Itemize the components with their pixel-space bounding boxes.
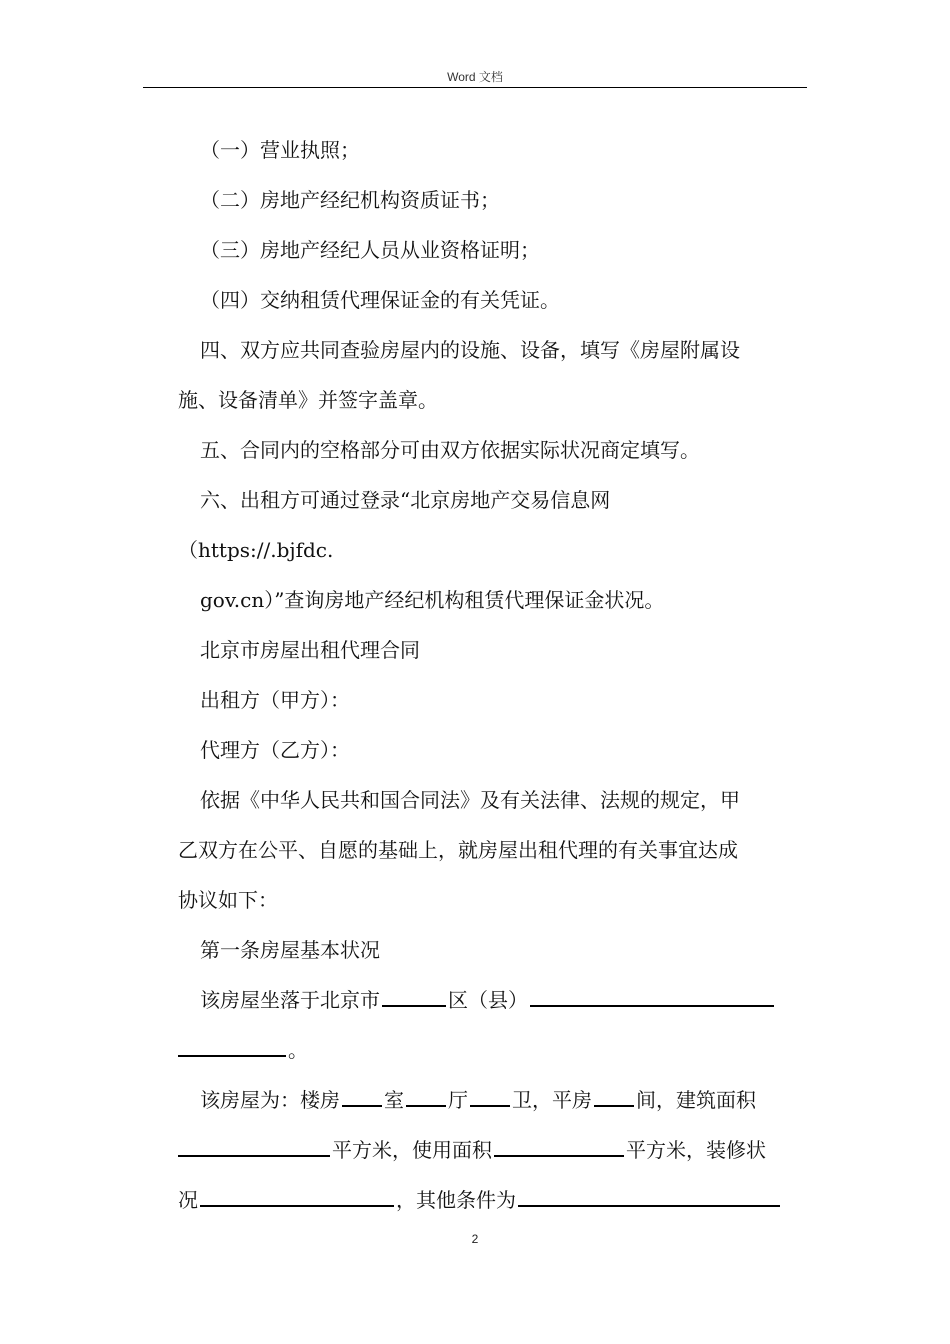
list-item-personnel-certificate: （三）房地产经纪人员从业资格证明； (200, 238, 540, 262)
floor-area-text: 间，建筑面积 (636, 1088, 756, 1112)
area-line (178, 1137, 808, 1163)
paragraph-inspection-line2: 施、设备清单》并签字盖章。 (178, 388, 438, 412)
lessor-label: 出租方（甲方）： (200, 688, 350, 712)
usable-area-text: 平方米，使用面积 (332, 1138, 492, 1162)
house-type-text: 该房屋为：楼房 (200, 1088, 340, 1112)
location-period: 。 (288, 1038, 308, 1062)
page-header: Word 文档 (447, 70, 503, 84)
decoration-text: 平方米，装修状 (626, 1138, 766, 1162)
building-area-blank (178, 1139, 330, 1157)
agent-label: 代理方（乙方）： (200, 738, 350, 762)
list-item-deposit-voucher: （四）交纳租赁代理保证金的有关凭证。 (200, 288, 560, 312)
location-text-city: 该房屋坐落于北京市 (200, 988, 380, 1012)
location-line-cont (178, 1037, 808, 1063)
paragraph-blanks: 五、合同内的空格部分可由双方依据实际状况商定填写。 (200, 438, 700, 462)
location-line (200, 987, 830, 1013)
house-type-line (200, 1087, 830, 1113)
other-conditions-text: ，其他条件为 (396, 1188, 516, 1212)
bath-text: 卫，平房 (512, 1088, 592, 1112)
bungalow-rooms-blank (594, 1089, 634, 1107)
header-divider (143, 87, 807, 88)
paragraph-website-line3: gov.cn）”查询房地产经纪机构租赁代理保证金状况。 (200, 588, 665, 612)
baths-blank (470, 1089, 510, 1107)
intro-line1: 依据《中华人民共和国合同法》及有关法律、法规的规定，甲 (200, 788, 740, 812)
paragraph-website-line2: （https://.bjfdc. (178, 538, 334, 562)
decoration-blank (200, 1189, 394, 1207)
contract-title: 北京市房屋出租代理合同 (200, 638, 420, 662)
address-blank (530, 989, 774, 1007)
list-item-qualification-certificate: （二）房地产经纪机构资质证书； (200, 188, 500, 212)
decoration-line (178, 1187, 808, 1213)
list-item-business-license: （一）营业执照； (200, 138, 360, 162)
decoration-prefix: 况 (178, 1188, 198, 1212)
paragraph-website-line1: 六、出租方可通过登录“北京房地产交易信息网 (200, 488, 611, 512)
rooms-blank (342, 1089, 382, 1107)
district-blank (382, 989, 446, 1007)
halls-blank (406, 1089, 446, 1107)
paragraph-inspection-line1: 四、双方应共同查验房屋内的设施、设备，填写《房屋附属设 (200, 338, 740, 362)
article-one-heading: 第一条房屋基本状况 (200, 938, 380, 962)
intro-line2: 乙双方在公平、自愿的基础上，就房屋出租代理的有关事宜达成 (178, 838, 738, 862)
intro-line3: 协议如下： (178, 888, 278, 912)
address-blank-cont (178, 1039, 286, 1057)
room-text: 室 (384, 1088, 404, 1112)
location-text-county: 区（县） (448, 988, 528, 1012)
page-number: 2 (471, 1232, 479, 1246)
other-conditions-blank (518, 1189, 780, 1207)
usable-area-blank (494, 1139, 624, 1157)
hall-text: 厅 (448, 1088, 468, 1112)
